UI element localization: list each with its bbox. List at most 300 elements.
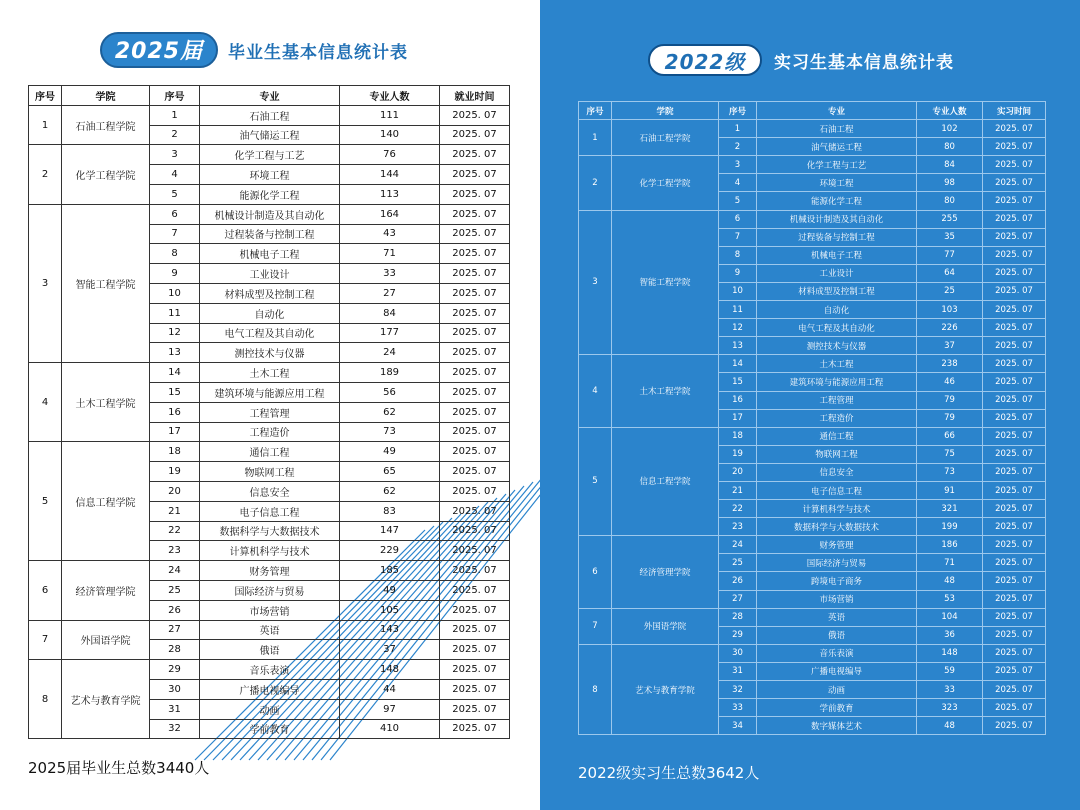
major-count-cell: 59 bbox=[917, 662, 983, 680]
major-name-cell: 化学工程与工艺 bbox=[757, 156, 917, 174]
major-name-cell: 机械设计制造及其自动化 bbox=[757, 210, 917, 228]
major-number-cell: 18 bbox=[150, 442, 200, 462]
date-cell: 2025. 07 bbox=[983, 210, 1046, 228]
major-count-cell: 226 bbox=[917, 319, 983, 337]
major-number-cell: 20 bbox=[150, 481, 200, 501]
date-cell: 2025. 07 bbox=[983, 608, 1046, 626]
major-name-cell: 音乐表演 bbox=[757, 644, 917, 662]
date-cell: 2025. 07 bbox=[983, 174, 1046, 192]
date-cell: 2025. 07 bbox=[983, 391, 1046, 409]
date-cell: 2025. 07 bbox=[440, 422, 510, 442]
major-name-cell: 油气储运工程 bbox=[757, 138, 917, 156]
major-count-cell: 64 bbox=[917, 264, 983, 282]
left-title bbox=[100, 32, 408, 68]
major-number-cell: 26 bbox=[150, 600, 200, 620]
right-title bbox=[648, 44, 954, 76]
major-count-cell: 33 bbox=[340, 264, 440, 284]
major-number-cell: 6 bbox=[719, 210, 757, 228]
major-count-cell: 113 bbox=[340, 184, 440, 204]
college-number-cell: 5 bbox=[29, 442, 62, 561]
date-cell: 2025. 07 bbox=[983, 554, 1046, 572]
table-row bbox=[29, 442, 510, 462]
major-count-cell: 103 bbox=[917, 301, 983, 319]
date-cell: 2025. 07 bbox=[983, 445, 1046, 463]
date-cell: 2025. 07 bbox=[983, 301, 1046, 319]
date-cell: 2025. 07 bbox=[983, 337, 1046, 355]
major-number-cell: 31 bbox=[150, 699, 200, 719]
major-number-cell: 2 bbox=[150, 125, 200, 145]
major-number-cell: 28 bbox=[719, 608, 757, 626]
major-name-cell: 测控技术与仪器 bbox=[757, 337, 917, 355]
major-name-cell: 工程造价 bbox=[200, 422, 340, 442]
major-number-cell: 23 bbox=[719, 518, 757, 536]
major-name-cell: 化学工程与工艺 bbox=[200, 145, 340, 165]
major-number-cell: 3 bbox=[719, 156, 757, 174]
major-name-cell: 学前教育 bbox=[757, 699, 917, 717]
major-name-cell: 信息安全 bbox=[757, 463, 917, 481]
major-name-cell: 音乐表演 bbox=[200, 660, 340, 680]
date-cell: 2025. 07 bbox=[983, 481, 1046, 499]
date-cell: 2025. 07 bbox=[440, 561, 510, 581]
major-number-cell: 31 bbox=[719, 662, 757, 680]
major-number-cell: 9 bbox=[150, 264, 200, 284]
header-cell: 专业 bbox=[757, 102, 917, 120]
college-name-cell: 信息工程学院 bbox=[62, 442, 150, 561]
major-name-cell: 跨境电子商务 bbox=[757, 572, 917, 590]
year-badge: 2025届 bbox=[100, 32, 218, 68]
major-number-cell: 5 bbox=[719, 192, 757, 210]
major-count-cell: 80 bbox=[917, 192, 983, 210]
date-cell: 2025. 07 bbox=[440, 125, 510, 145]
date-cell: 2025. 07 bbox=[440, 165, 510, 185]
major-name-cell: 国际经济与贸易 bbox=[200, 580, 340, 600]
college-name-cell: 经济管理学院 bbox=[612, 536, 719, 608]
major-number-cell: 20 bbox=[719, 463, 757, 481]
major-number-cell: 14 bbox=[150, 363, 200, 383]
major-number-cell: 19 bbox=[150, 462, 200, 482]
major-number-cell: 15 bbox=[719, 373, 757, 391]
date-cell: 2025. 07 bbox=[983, 572, 1046, 590]
date-cell: 2025. 07 bbox=[440, 699, 510, 719]
major-number-cell: 7 bbox=[719, 228, 757, 246]
major-number-cell: 2 bbox=[719, 138, 757, 156]
table-row bbox=[579, 120, 1046, 138]
college-name-cell: 智能工程学院 bbox=[62, 204, 150, 362]
major-number-cell: 33 bbox=[719, 699, 757, 717]
major-number-cell: 18 bbox=[719, 427, 757, 445]
major-count-cell: 143 bbox=[340, 620, 440, 640]
major-name-cell: 动画 bbox=[200, 699, 340, 719]
major-count-cell: 105 bbox=[340, 600, 440, 620]
major-name-cell: 电子信息工程 bbox=[757, 481, 917, 499]
date-cell: 2025. 07 bbox=[440, 204, 510, 224]
major-name-cell: 通信工程 bbox=[757, 427, 917, 445]
date-cell: 2025. 07 bbox=[440, 620, 510, 640]
major-name-cell: 工业设计 bbox=[200, 264, 340, 284]
major-count-cell: 97 bbox=[340, 699, 440, 719]
date-cell: 2025. 07 bbox=[440, 521, 510, 541]
table-row bbox=[29, 105, 510, 125]
date-cell: 2025. 07 bbox=[983, 246, 1046, 264]
major-number-cell: 26 bbox=[719, 572, 757, 590]
table-row bbox=[579, 210, 1046, 228]
date-cell: 2025. 07 bbox=[983, 662, 1046, 680]
major-number-cell: 21 bbox=[719, 481, 757, 499]
table-row bbox=[579, 156, 1046, 174]
major-name-cell: 动画 bbox=[757, 681, 917, 699]
major-number-cell: 8 bbox=[150, 244, 200, 264]
major-name-cell: 信息安全 bbox=[200, 481, 340, 501]
major-count-cell: 27 bbox=[340, 283, 440, 303]
major-number-cell: 15 bbox=[150, 382, 200, 402]
date-cell: 2025. 07 bbox=[440, 382, 510, 402]
college-name-cell: 石油工程学院 bbox=[62, 105, 150, 145]
date-cell: 2025. 07 bbox=[983, 681, 1046, 699]
college-name-cell: 石油工程学院 bbox=[612, 120, 719, 156]
major-name-cell: 机械设计制造及其自动化 bbox=[200, 204, 340, 224]
college-name-cell: 智能工程学院 bbox=[612, 210, 719, 355]
major-count-cell: 37 bbox=[917, 337, 983, 355]
date-cell: 2025. 07 bbox=[440, 184, 510, 204]
major-count-cell: 148 bbox=[340, 660, 440, 680]
major-name-cell: 市场营销 bbox=[200, 600, 340, 620]
major-name-cell: 通信工程 bbox=[200, 442, 340, 462]
major-number-cell: 13 bbox=[150, 343, 200, 363]
major-count-cell: 147 bbox=[340, 521, 440, 541]
major-name-cell: 能源化学工程 bbox=[200, 184, 340, 204]
major-name-cell: 油气储运工程 bbox=[200, 125, 340, 145]
major-name-cell: 数据科学与大数据技术 bbox=[200, 521, 340, 541]
college-number-cell: 8 bbox=[29, 660, 62, 739]
major-count-cell: 199 bbox=[917, 518, 983, 536]
major-number-cell: 32 bbox=[150, 719, 200, 739]
table-row bbox=[579, 644, 1046, 662]
major-name-cell: 机械电子工程 bbox=[757, 246, 917, 264]
major-number-cell: 9 bbox=[719, 264, 757, 282]
college-number-cell: 5 bbox=[579, 427, 612, 536]
major-number-cell: 17 bbox=[150, 422, 200, 442]
major-count-cell: 98 bbox=[917, 174, 983, 192]
major-count-cell: 76 bbox=[340, 145, 440, 165]
major-name-cell: 财务管理 bbox=[200, 561, 340, 581]
graduates-table bbox=[28, 85, 510, 739]
table-row bbox=[29, 561, 510, 581]
major-number-cell: 5 bbox=[150, 184, 200, 204]
major-count-cell: 238 bbox=[917, 355, 983, 373]
major-name-cell: 学前教育 bbox=[200, 719, 340, 739]
college-name-cell: 经济管理学院 bbox=[62, 561, 150, 620]
major-count-cell: 229 bbox=[340, 541, 440, 561]
date-cell: 2025. 07 bbox=[440, 303, 510, 323]
major-name-cell: 工业设计 bbox=[757, 264, 917, 282]
date-cell: 2025. 07 bbox=[983, 138, 1046, 156]
major-name-cell: 财务管理 bbox=[757, 536, 917, 554]
college-number-cell: 8 bbox=[579, 644, 612, 734]
major-name-cell: 材料成型及控制工程 bbox=[757, 282, 917, 300]
major-number-cell: 28 bbox=[150, 640, 200, 660]
major-count-cell: 144 bbox=[340, 165, 440, 185]
major-count-cell: 71 bbox=[340, 244, 440, 264]
interns-total: 2022级实习生总数3642人 bbox=[578, 764, 760, 782]
college-number-cell: 4 bbox=[579, 355, 612, 427]
major-name-cell: 测控技术与仪器 bbox=[200, 343, 340, 363]
major-number-cell: 8 bbox=[719, 246, 757, 264]
major-name-cell: 数字媒体艺术 bbox=[757, 717, 917, 735]
major-count-cell: 140 bbox=[340, 125, 440, 145]
date-cell: 2025. 07 bbox=[440, 640, 510, 660]
major-number-cell: 24 bbox=[719, 536, 757, 554]
header-cell: 就业时间 bbox=[440, 86, 510, 106]
major-name-cell: 电气工程及其自动化 bbox=[757, 319, 917, 337]
college-name-cell: 艺术与教育学院 bbox=[62, 660, 150, 739]
header-cell: 实习时间 bbox=[983, 102, 1046, 120]
major-number-cell: 4 bbox=[719, 174, 757, 192]
header-cell: 序号 bbox=[29, 86, 62, 106]
header-cell: 序号 bbox=[579, 102, 612, 120]
major-count-cell: 43 bbox=[340, 224, 440, 244]
major-name-cell: 建筑环境与能源应用工程 bbox=[200, 382, 340, 402]
major-count-cell: 65 bbox=[340, 462, 440, 482]
table-row bbox=[579, 608, 1046, 626]
date-cell: 2025. 07 bbox=[983, 319, 1046, 337]
college-name-cell: 土木工程学院 bbox=[612, 355, 719, 427]
date-cell: 2025. 07 bbox=[440, 402, 510, 422]
major-number-cell: 16 bbox=[719, 391, 757, 409]
major-count-cell: 102 bbox=[917, 120, 983, 138]
major-count-cell: 185 bbox=[340, 561, 440, 581]
major-count-cell: 91 bbox=[917, 481, 983, 499]
table-row bbox=[579, 536, 1046, 554]
major-count-cell: 33 bbox=[917, 681, 983, 699]
major-count-cell: 73 bbox=[917, 463, 983, 481]
date-cell: 2025. 07 bbox=[983, 717, 1046, 735]
major-count-cell: 49 bbox=[340, 442, 440, 462]
major-number-cell: 25 bbox=[719, 554, 757, 572]
major-number-cell: 1 bbox=[719, 120, 757, 138]
major-name-cell: 环境工程 bbox=[200, 165, 340, 185]
table-row bbox=[29, 145, 510, 165]
major-name-cell: 英语 bbox=[200, 620, 340, 640]
major-name-cell: 电子信息工程 bbox=[200, 501, 340, 521]
date-cell: 2025. 07 bbox=[440, 580, 510, 600]
major-count-cell: 75 bbox=[917, 445, 983, 463]
major-name-cell: 过程装备与控制工程 bbox=[200, 224, 340, 244]
date-cell: 2025. 07 bbox=[440, 679, 510, 699]
date-cell: 2025. 07 bbox=[440, 462, 510, 482]
major-number-cell: 16 bbox=[150, 402, 200, 422]
college-number-cell: 7 bbox=[579, 608, 612, 644]
date-cell: 2025. 07 bbox=[983, 644, 1046, 662]
major-count-cell: 36 bbox=[917, 626, 983, 644]
major-name-cell: 计算机科学与技术 bbox=[200, 541, 340, 561]
date-cell: 2025. 07 bbox=[440, 244, 510, 264]
major-number-cell: 27 bbox=[150, 620, 200, 640]
date-cell: 2025. 07 bbox=[440, 145, 510, 165]
major-number-cell: 4 bbox=[150, 165, 200, 185]
date-cell: 2025. 07 bbox=[983, 120, 1046, 138]
header-cell: 专业人数 bbox=[917, 102, 983, 120]
date-cell: 2025. 07 bbox=[983, 500, 1046, 518]
major-name-cell: 物联网工程 bbox=[200, 462, 340, 482]
date-cell: 2025. 07 bbox=[440, 105, 510, 125]
major-count-cell: 111 bbox=[340, 105, 440, 125]
date-cell: 2025. 07 bbox=[983, 590, 1046, 608]
major-name-cell: 市场营销 bbox=[757, 590, 917, 608]
date-cell: 2025. 07 bbox=[983, 409, 1046, 427]
major-count-cell: 35 bbox=[917, 228, 983, 246]
major-name-cell: 过程装备与控制工程 bbox=[757, 228, 917, 246]
major-name-cell: 计算机科学与技术 bbox=[757, 500, 917, 518]
college-name-cell: 化学工程学院 bbox=[612, 156, 719, 210]
date-cell: 2025. 07 bbox=[440, 442, 510, 462]
major-count-cell: 84 bbox=[340, 303, 440, 323]
major-number-cell: 29 bbox=[719, 626, 757, 644]
table-title: 实习生基本信息统计表 bbox=[774, 52, 954, 73]
major-count-cell: 37 bbox=[340, 640, 440, 660]
date-cell: 2025. 07 bbox=[440, 600, 510, 620]
major-number-cell: 10 bbox=[719, 282, 757, 300]
header-cell: 专业 bbox=[200, 86, 340, 106]
major-name-cell: 物联网工程 bbox=[757, 445, 917, 463]
major-count-cell: 80 bbox=[917, 138, 983, 156]
date-cell: 2025. 07 bbox=[983, 355, 1046, 373]
college-number-cell: 1 bbox=[579, 120, 612, 156]
major-number-cell: 12 bbox=[150, 323, 200, 343]
major-number-cell: 6 bbox=[150, 204, 200, 224]
major-name-cell: 数据科学与大数据技术 bbox=[757, 518, 917, 536]
major-number-cell: 13 bbox=[719, 337, 757, 355]
date-cell: 2025. 07 bbox=[983, 192, 1046, 210]
major-count-cell: 189 bbox=[340, 363, 440, 383]
college-number-cell: 3 bbox=[579, 210, 612, 355]
year-badge: 2022级 bbox=[648, 44, 762, 76]
college-number-cell: 6 bbox=[579, 536, 612, 608]
major-name-cell: 工程管理 bbox=[200, 402, 340, 422]
major-count-cell: 71 bbox=[917, 554, 983, 572]
table-row bbox=[29, 363, 510, 383]
major-name-cell: 广播电视编导 bbox=[757, 662, 917, 680]
date-cell: 2025. 07 bbox=[440, 719, 510, 739]
college-number-cell: 1 bbox=[29, 105, 62, 145]
date-cell: 2025. 07 bbox=[440, 541, 510, 561]
major-name-cell: 俄语 bbox=[200, 640, 340, 660]
major-number-cell: 1 bbox=[150, 105, 200, 125]
date-cell: 2025. 07 bbox=[983, 156, 1046, 174]
major-count-cell: 104 bbox=[917, 608, 983, 626]
major-count-cell: 66 bbox=[917, 427, 983, 445]
major-count-cell: 84 bbox=[917, 156, 983, 174]
major-count-cell: 410 bbox=[340, 719, 440, 739]
major-name-cell: 土木工程 bbox=[200, 363, 340, 383]
interns-table bbox=[578, 101, 1046, 735]
major-name-cell: 国际经济与贸易 bbox=[757, 554, 917, 572]
college-name-cell: 艺术与教育学院 bbox=[612, 644, 719, 734]
graduates-total: 2025届毕业生总数3440人 bbox=[28, 759, 210, 777]
date-cell: 2025. 07 bbox=[440, 501, 510, 521]
major-count-cell: 321 bbox=[917, 500, 983, 518]
date-cell: 2025. 07 bbox=[440, 283, 510, 303]
table-row bbox=[29, 660, 510, 680]
date-cell: 2025. 07 bbox=[983, 373, 1046, 391]
major-count-cell: 53 bbox=[917, 590, 983, 608]
major-number-cell: 30 bbox=[150, 679, 200, 699]
major-number-cell: 14 bbox=[719, 355, 757, 373]
date-cell: 2025. 07 bbox=[983, 228, 1046, 246]
major-count-cell: 56 bbox=[340, 382, 440, 402]
major-count-cell: 186 bbox=[917, 536, 983, 554]
college-name-cell: 化学工程学院 bbox=[62, 145, 150, 204]
date-cell: 2025. 07 bbox=[983, 699, 1046, 717]
major-number-cell: 19 bbox=[719, 445, 757, 463]
major-name-cell: 广播电视编导 bbox=[200, 679, 340, 699]
header-cell: 学院 bbox=[62, 86, 150, 106]
major-name-cell: 石油工程 bbox=[200, 105, 340, 125]
major-number-cell: 34 bbox=[719, 717, 757, 735]
major-count-cell: 148 bbox=[917, 644, 983, 662]
college-number-cell: 3 bbox=[29, 204, 62, 362]
table-row bbox=[579, 427, 1046, 445]
major-name-cell: 土木工程 bbox=[757, 355, 917, 373]
major-number-cell: 23 bbox=[150, 541, 200, 561]
major-count-cell: 79 bbox=[917, 409, 983, 427]
major-name-cell: 建筑环境与能源应用工程 bbox=[757, 373, 917, 391]
date-cell: 2025. 07 bbox=[440, 481, 510, 501]
major-name-cell: 自动化 bbox=[757, 301, 917, 319]
major-count-cell: 62 bbox=[340, 402, 440, 422]
major-number-cell: 12 bbox=[719, 319, 757, 337]
date-cell: 2025. 07 bbox=[983, 536, 1046, 554]
major-number-cell: 3 bbox=[150, 145, 200, 165]
major-number-cell: 22 bbox=[150, 521, 200, 541]
major-number-cell: 11 bbox=[150, 303, 200, 323]
date-cell: 2025. 07 bbox=[983, 463, 1046, 481]
header-cell: 专业人数 bbox=[340, 86, 440, 106]
college-number-cell: 2 bbox=[29, 145, 62, 204]
major-count-cell: 73 bbox=[340, 422, 440, 442]
major-number-cell: 17 bbox=[719, 409, 757, 427]
major-number-cell: 22 bbox=[719, 500, 757, 518]
date-cell: 2025. 07 bbox=[983, 518, 1046, 536]
header-cell: 序号 bbox=[150, 86, 200, 106]
college-name-cell: 土木工程学院 bbox=[62, 363, 150, 442]
major-count-cell: 25 bbox=[917, 282, 983, 300]
major-name-cell: 材料成型及控制工程 bbox=[200, 283, 340, 303]
college-number-cell: 7 bbox=[29, 620, 62, 660]
date-cell: 2025. 07 bbox=[983, 427, 1046, 445]
date-cell: 2025. 07 bbox=[440, 343, 510, 363]
date-cell: 2025. 07 bbox=[440, 224, 510, 244]
college-name-cell: 信息工程学院 bbox=[612, 427, 719, 536]
major-count-cell: 323 bbox=[917, 699, 983, 717]
major-name-cell: 电气工程及其自动化 bbox=[200, 323, 340, 343]
major-count-cell: 24 bbox=[340, 343, 440, 363]
header-row bbox=[29, 86, 510, 106]
major-count-cell: 83 bbox=[340, 501, 440, 521]
header-row bbox=[579, 102, 1046, 120]
table-row bbox=[29, 204, 510, 224]
major-number-cell: 10 bbox=[150, 283, 200, 303]
major-number-cell: 32 bbox=[719, 681, 757, 699]
date-cell: 2025. 07 bbox=[440, 264, 510, 284]
college-name-cell: 外国语学院 bbox=[612, 608, 719, 644]
major-count-cell: 48 bbox=[917, 572, 983, 590]
date-cell: 2025. 07 bbox=[440, 323, 510, 343]
table-title: 毕业生基本信息统计表 bbox=[228, 42, 408, 63]
date-cell: 2025. 07 bbox=[440, 363, 510, 383]
major-name-cell: 能源化学工程 bbox=[757, 192, 917, 210]
major-count-cell: 49 bbox=[340, 580, 440, 600]
date-cell: 2025. 07 bbox=[983, 264, 1046, 282]
